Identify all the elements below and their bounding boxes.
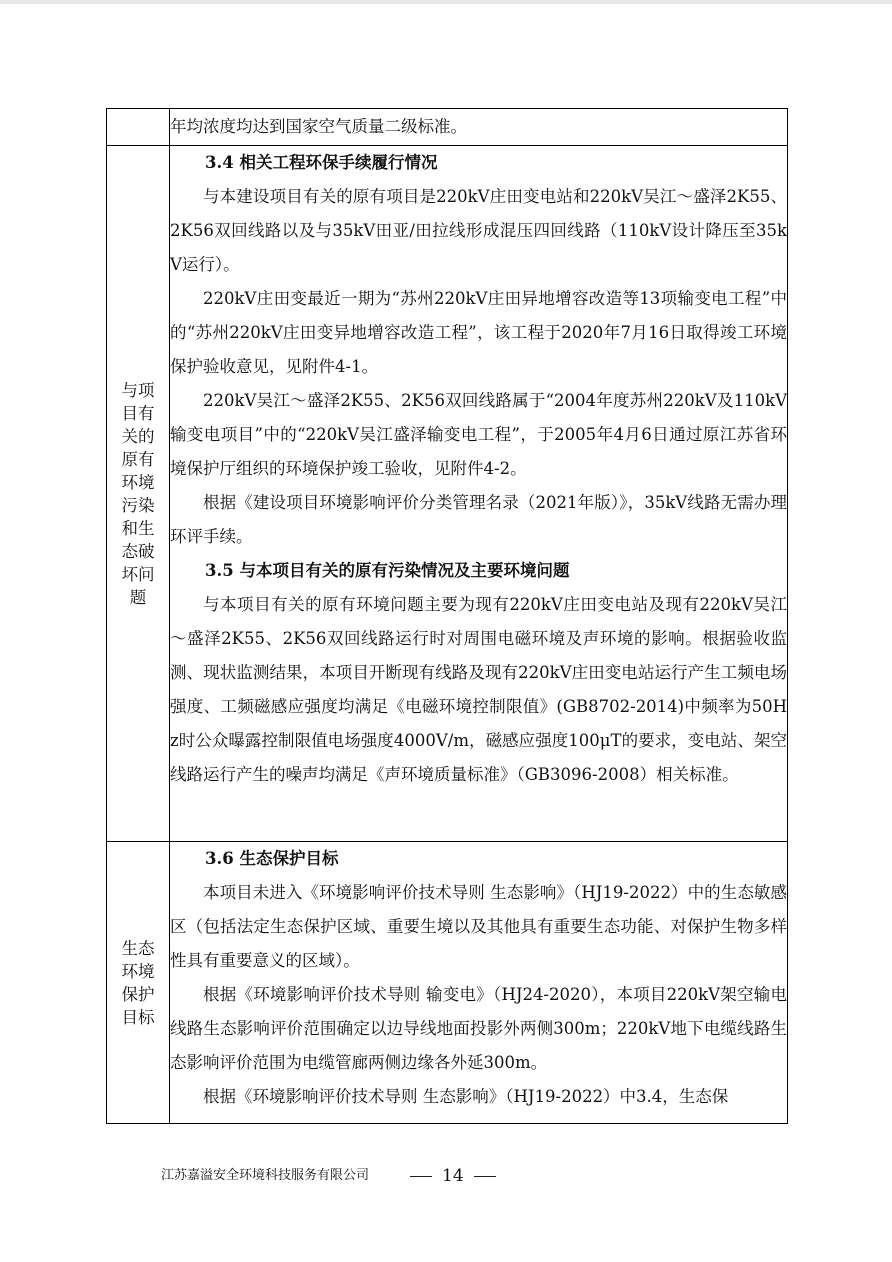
row-label-cell — [107, 842, 170, 1124]
row-label: 生态环境保护目标 — [121, 938, 155, 1027]
paragraph: 220kV庄田变最近一期为“苏州220kV庄田异地增容改造等13项输变电工程”中的“苏州220kV庄田变异地增容改造工程”，该工程于2020年7月16日取得竣工环境保护验收意见，见附件4-1。 — [170, 289, 787, 376]
table-row — [107, 146, 788, 842]
paragraph: 与本项目有关的原有环境问题主要为现有220kV庄田变电站及现有220kV吴江～盛泽2K55、2K56双回线路运行时对周围电磁环境及声环境的影响。根据验收监测、现状监测结果，本项目开断现有线路及现有220kV庄田变电站运行产生工频电场强度、工频磁感应强度均满足《电磁环境控制限值》(GB8702-2014)中频率为50Hz时公众曝露控制限值电场强度4000V/m，磁感应强度100μT的要求，变电站、架空线路运行产生的噪声均满足《声环境质量标准》（GB3096-2008）相关标准。 — [170, 595, 787, 784]
page-number-block — [400, 1165, 506, 1187]
row-label: 与项目有关的原有环境污染和生态破坏问题 — [121, 380, 155, 607]
page-number: 14 — [442, 1166, 464, 1186]
row-label-cell — [107, 109, 170, 146]
paragraph: 根据《环境影响评价技术导则 输变电》（HJ24-2020），本项目220kV架空输电线路生态影响评价范围确定以边导线地面投影外两侧300m；220kV地下电缆线路生态影响评价范围为电缆管廊两侧边缘各外延300m。 — [170, 985, 787, 1072]
paragraph: 根据《环境影响评价技术导则 生态影响》（HJ19-2022）中3.4，生态保 — [203, 1087, 729, 1106]
dash-right — [474, 1176, 496, 1177]
paragraph: 与本建设项目有关的原有项目是220kV庄田变电站和220kV吴江～盛泽2K55、2K56双回线路以及与35kV田亚/田拉线形成混压四回线路（110kV设计降压至35kV运行）。 — [170, 187, 787, 274]
table-row — [107, 109, 788, 146]
dash-left — [410, 1176, 432, 1177]
paragraph: 220kV吴江～盛泽2K55、2K56双回线路属于“2004年度苏州220kV及110kV输变电项目”中的“220kV吴江盛泽输变电工程”，于2005年4月6日通过原江苏省环境保护厅组织的环境保护竣工验收，见附件4-2。 — [170, 391, 787, 478]
table-row — [107, 842, 788, 1124]
section-heading-3-4: 3.4 相关工程环保手续履行情况 — [205, 153, 438, 172]
top-border-strip — [0, 0, 892, 4]
row-content-cell — [170, 842, 788, 1124]
row-content-cell — [170, 109, 788, 146]
row-content-cell — [170, 146, 788, 842]
paragraph: 年均浓度均达到国家空气质量二级标准。 — [170, 117, 467, 136]
paragraph: 本项目未进入《环境影响评价技术导则 生态影响》（HJ19-2022）中的生态敏感区（包括法定生态保护区域、重要生境以及其他具有重要生态功能、对保护生物多样性具有重要意义的区域）。 — [170, 883, 787, 970]
content-table — [106, 108, 788, 1124]
footer-company-name: 江苏嘉溢安全环境科技服务有限公司 — [161, 1168, 370, 1183]
section-heading-3-6: 3.6 生态保护目标 — [205, 849, 339, 868]
paragraph: 根据《建设项目环境影响评价分类管理名录（2021年版）》，35kV线路无需办理环评手续。 — [170, 493, 787, 546]
section-heading-3-5: 3.5 与本项目有关的原有污染情况及主要环境问题 — [205, 561, 570, 580]
row-label-cell — [107, 146, 170, 842]
page-footer — [0, 1165, 892, 1195]
